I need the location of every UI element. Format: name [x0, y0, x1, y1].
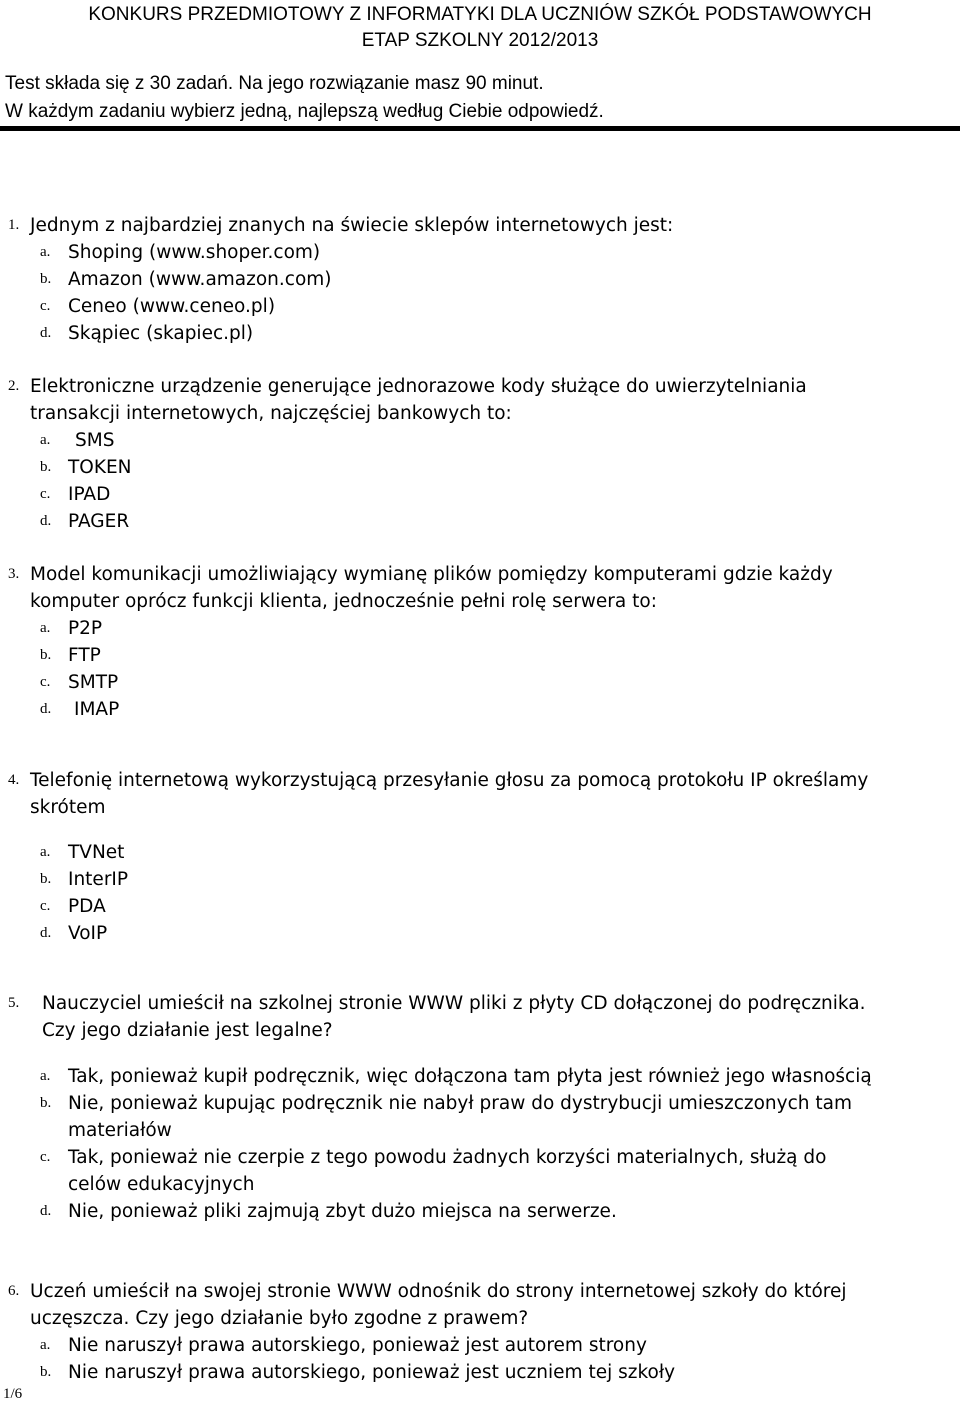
answer-text: TOKEN [68, 457, 132, 478]
answer-text: Amazon (www.amazon.com) [68, 269, 332, 290]
question-text: skrótem [30, 797, 106, 818]
question-text: Nauczyciel umieścił na szkolnej stronie WWW pliki z płyty CD dołączonej do podręcznika. [42, 993, 866, 1014]
answer-letter: d. [40, 325, 52, 341]
question-number: 1. [8, 217, 20, 233]
answer-text: Tak, ponieważ kupił podręcznik, więc dołączona tam płyta jest również jego własnością [68, 1066, 872, 1087]
question-number: 2. [8, 378, 20, 394]
answer-letter: d. [40, 701, 52, 717]
answer-letter: c. [40, 486, 51, 502]
question-text: Czy jego działanie jest legalne? [42, 1020, 333, 1041]
instructions-line-1: Test składa się z 30 zadań. Na jego rozwiązanie masz 90 minut. [5, 73, 544, 94]
page-number: 1/6 [3, 1386, 23, 1402]
answer-text: Shoping (www.shoper.com) [68, 242, 321, 263]
answer-text: Skąpiec (skapiec.pl) [68, 323, 254, 344]
answer-letter: c. [40, 898, 51, 914]
answer-text: Tak, ponieważ nie czerpie z tego powodu żadnych korzyści materialnych, służą do [68, 1147, 827, 1168]
answer-letter: b. [40, 647, 52, 663]
answer-text: PDA [68, 896, 106, 917]
answer-text: PAGER [68, 511, 130, 532]
answer-text: InterIP [68, 869, 129, 890]
answer-text: SMTP [68, 672, 119, 693]
answer-letter: a. [40, 244, 51, 260]
question-number: 4. [8, 772, 20, 788]
answer-letter: d. [40, 1203, 52, 1219]
answer-letter: a. [40, 620, 51, 636]
question-text: Uczeń umieścił na swojej stronie WWW odnośnik do strony internetowej szkoły do której [30, 1281, 847, 1302]
answer-text: materiałów [68, 1120, 172, 1141]
contest-stage: ETAP SZKOLNY 2012/2013 [361, 30, 599, 51]
answer-letter: c. [40, 674, 51, 690]
answer-letter: c. [40, 1149, 51, 1165]
answer-text: Nie naruszył prawa autorskiego, ponieważ jest uczniem tej szkoły [68, 1362, 676, 1383]
answer-text: celów edukacyjnych [68, 1174, 255, 1195]
answer-text: TVNet [68, 842, 125, 863]
question-number: 3. [8, 566, 20, 582]
header-divider [0, 126, 960, 131]
instructions [5, 70, 604, 126]
answer-text: Nie, ponieważ pliki zajmują zbyt dużo miejsca na serwerze. [68, 1201, 617, 1222]
question-text: komputer oprócz funkcji klienta, jednocześnie pełni rolę serwera to: [30, 591, 657, 612]
answer-text: SMS [75, 430, 115, 451]
answer-text: Ceneo (www.ceneo.pl) [68, 296, 276, 317]
answer-text: Nie naruszył prawa autorskiego, ponieważ jest autorem strony [68, 1335, 647, 1356]
answer-text: Nie, ponieważ kupując podręcznik nie nabył praw do dystrybucji umieszczonych tam [68, 1093, 852, 1114]
question-text: Model komunikacji umożliwiający wymianę plików pomiędzy komputerami gdzie każdy [30, 564, 833, 585]
answer-text: VoIP [68, 923, 108, 944]
question-number: 5. [8, 995, 20, 1011]
answer-letter: a. [40, 844, 51, 860]
document-header [0, 2, 960, 54]
answer-text: FTP [68, 645, 101, 666]
answer-letter: a. [40, 1068, 51, 1084]
answer-letter: b. [40, 271, 52, 287]
question-text: Telefonię internetową wykorzystującą przesyłanie głosu za pomocą protokołu IP określamy [30, 770, 869, 791]
answer-letter: b. [40, 1364, 52, 1380]
answer-letter: d. [40, 925, 52, 941]
contest-title: KONKURS PRZEDMIOTOWY Z INFORMATYKI DLA UCZNIÓW SZKÓŁ PODSTAWOWYCH [88, 4, 872, 25]
answer-letter: d. [40, 513, 52, 529]
question-text: transakcji internetowych, najczęściej bankowych to: [30, 403, 512, 424]
question-number: 6. [8, 1283, 20, 1299]
question-text: Jednym z najbardziej znanych na świecie sklepów internetowych jest: [30, 215, 674, 236]
question-text: Elektroniczne urządzenie generujące jednorazowe kody służące do uwierzytelniania [30, 376, 807, 397]
answer-text: P2P [68, 618, 103, 639]
answer-letter: a. [40, 432, 51, 448]
answer-letter: a. [40, 1337, 51, 1353]
answer-letter: b. [40, 459, 52, 475]
question-text: uczęszcza. Czy jego działanie było zgodne z prawem? [30, 1308, 529, 1329]
answer-text: IPAD [68, 484, 111, 505]
answer-letter: c. [40, 298, 51, 314]
answer-text: IMAP [74, 699, 120, 720]
answer-letter: b. [40, 1095, 52, 1111]
answer-letter: b. [40, 871, 52, 887]
instructions-line-2: W każdym zadaniu wybierz jedną, najlepszą według Ciebie odpowiedź. [5, 101, 604, 122]
